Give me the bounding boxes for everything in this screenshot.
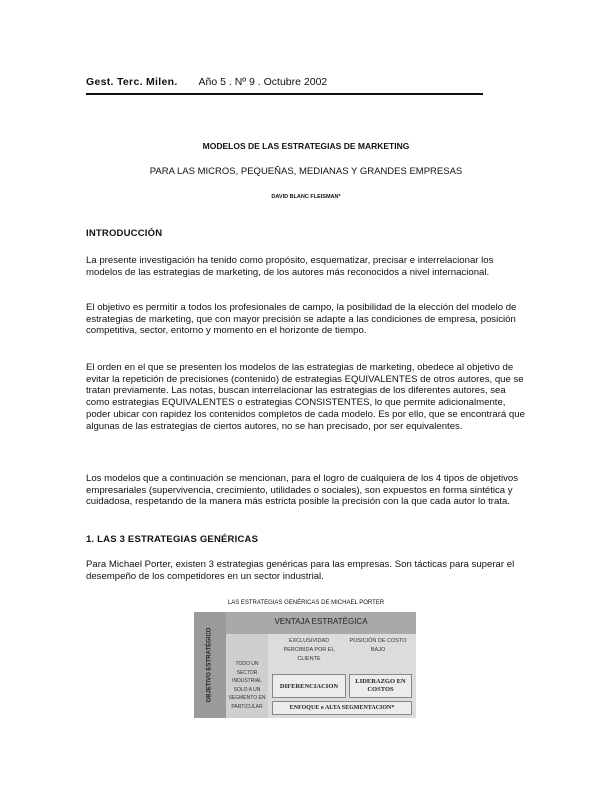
intro-paragraph-1: La presente investigación ha tenido como propósito, esquematizar, precisar e interrelacionar los modelos de las estrategias de marketing, de los autores más reconocidos a nivel internacional. xyxy=(86,255,494,278)
differentiation-box: DIFERENCIACION xyxy=(272,674,346,698)
uniqueness-column-label: EXCLUSIVIDAD PERCIBIDA POR EL CLIENTE xyxy=(283,638,335,662)
running-header xyxy=(86,76,327,88)
porter-generic-strategies-figure xyxy=(194,612,416,718)
intro-paragraph-4: Los modelos que a continuación se mencionan, para el logro de cualquiera de los 4 tipos de objetivos empresariales (supervivencia, crecimiento, utilidades o sociales), son expuestos en forma sintética y cuidadosa, respetando de la manera más estricta posible la precisión con la que cada autor lo trata. xyxy=(86,473,518,508)
advantage-axis-band xyxy=(226,612,416,634)
header-rule xyxy=(86,93,483,95)
journal-name: Gest. Terc. Milen. xyxy=(86,76,178,88)
figure-caption: LAS ESTRATEGIAS GENÉRICAS DE MICHAEL PORTER xyxy=(227,600,385,606)
issue-info: Año 5 . Nº 9 . Octubre 2002 xyxy=(198,76,328,88)
intro-paragraph-3: El orden en el que se presenten los modelos de las estrategias de marketing, obedece al objetivo de evitar la repetición de precisiones (contenido) de estrategias EQUIVALENTES de otros autores, que se tratan previamente. Las notas, buscan interrelacionar las estrategias de los diferentes autores, sea como estrategias EQUIVALENTES o estrategias CONSISTENTES, lo que permite adicionalmente, poder ubicar con rapidez los contenidos completos de cada modelo. Es por ello, que se encontrará que algunas de las estrategias de ciertos autores, no se han precisado, por ser equivalentes. xyxy=(86,362,525,432)
paper-subtitle: PARA LAS MICROS, PEQUEÑAS, MEDIANAS Y GRANDES EMPRESAS xyxy=(149,166,463,177)
paper-title: MODELOS DE LAS ESTRATEGIAS DE MARKETING xyxy=(202,141,410,151)
advantage-axis-label: VENTAJA ESTRATÉGICA xyxy=(274,617,368,626)
objective-axis-text: OBJETIVO ESTRATÉGICO xyxy=(206,627,213,703)
intro-paragraph-2: El objetivo es permitir a todos los profesionales de campo, la posibilidad de la elección del modelo de estrategias de marketing, que con mayor precisión se adapte a las condiciones de empresa, posición competitiva, sector, entorno y momento en el horizonte de tiempo. xyxy=(86,302,517,337)
focus-box: ENFOQUE o ALTA SEGMENTACION* xyxy=(272,701,412,715)
author-name: DAVID BLANC FLEISMAN* xyxy=(271,194,341,200)
section-1-heading: 1. LAS 3 ESTRATEGIAS GENÉRICAS xyxy=(86,534,259,545)
section-1-paragraph: Para Michael Porter, existen 3 estrategias genéricas para las empresas. Son tácticas para superar el desempeño de los competidores en un sector industrial. xyxy=(86,559,515,582)
low-cost-column-label: POSICIÓN DE COSTO BAJO xyxy=(349,638,407,653)
intro-heading: INTRODUCCIÓN xyxy=(86,228,163,239)
target-row-text: TODO UN SECTOR INDUSTRIAL SOLO A UN SEGMENTO EN PARTICULAR xyxy=(228,661,266,710)
objective-axis-label xyxy=(194,612,226,718)
cost-leadership-box: LIDERAZGO EN COSTOS xyxy=(349,674,412,698)
target-row-labels xyxy=(226,634,268,718)
